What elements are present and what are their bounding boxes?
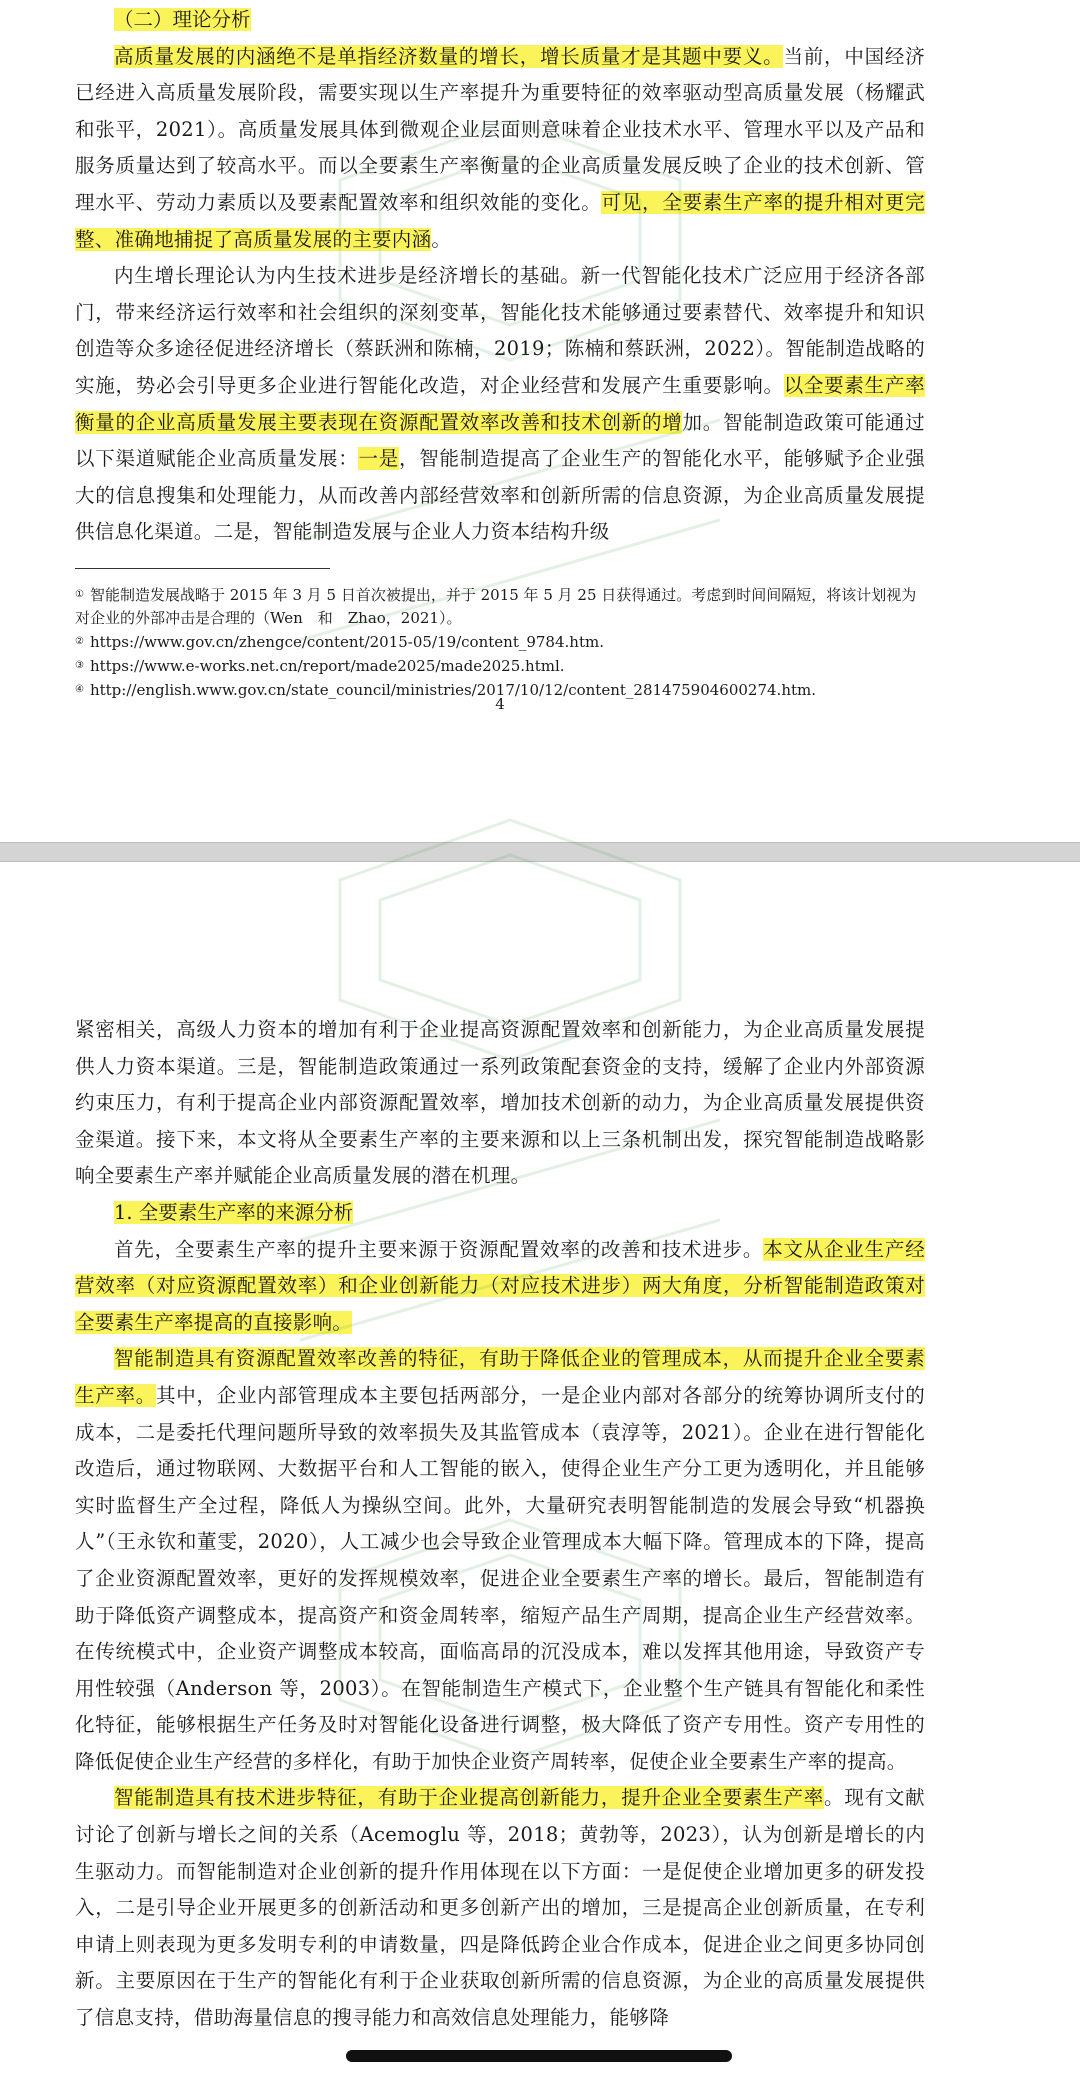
paragraph-technology-progress — [75, 1780, 925, 2036]
paragraph-resource-allocation — [75, 1341, 925, 1780]
page-number: 4 — [495, 695, 505, 713]
highlighted-text: 智能制造具有资源配置效率改善的特征，有助于降低企业的管理成本，从而提升企业全要素生产率。 — [75, 1347, 925, 1407]
text-run: 。现有文献讨论了创新与增长之间的关系（Acemoglu 等，2018；黄勃等，2023），认为创新是增长的内生驱动力。而智能制造对企业创新的提升作用体现在以下方面：一是促使企业增加更多的研发投入，二是引导企业开展更多的创新活动和更多创新产出的增加，三是提高企业创新质量，在专利申请上则表现为更多发明专利的申请数量，四是降低跨企业合作成本，促进企业之间更多协同创新。主要原因在于生产的智能化有利于企业获取创新所需的信息资源，为企业的高质量发展提供了信息支持，借助海量信息的搜寻能力和高效信息处理能力，能够降 — [75, 1786, 925, 2030]
text-run: 其中，企业内部管理成本主要包括两部分，一是企业内部对各部分的统筹协调所支付的成本，二是委托代理问题所导致的效率损失及其监管成本（袁淳等，2021）。企业在进行智能化改造后，通过物联网、大数据平台和人工智能的嵌入，使得企业生产分工更为透明化，并且能够实时监督生产全过程，降低人为操纵空间。此外，大量研究表明智能制造的发展会导致“机器换人”（王永钦和董雯，2020），人工减少也会导致企业管理成本大幅下降。管理成本的下降，提高了企业资源配置效率，更好的发挥规模效率，促进企业全要素生产率的增长。最后，智能制造有助于降低资产调整成本，提高资产和资金周转率，缩短产品生产周期，提高企业生产经营效率。在传统模式中，企业资产调整成本较高，面临高昂的沉没成本，难以发挥其他用途，导致资产专用性较强（Anderson 等，2003）。在智能制造生产模式下，企业整个生产链具有智能化和柔性化特征，能够根据生产任务及时对智能化设备进行调整，极大降低了资产专用性。资产专用性的降低促使企业生产经营的多样化，有助于加快企业资产周转率，促使企业全要素生产率的提高。 — [75, 1383, 925, 1773]
footnote-1: ① 智能制造发展战略于 2015 年 3 月 5 日首次被提出，并于 2015 年 5 月 25 日获得通过。考虑到时间间隔短，将该计划视为对企业的外部冲击是合理的（Wen 和 Zhao，2021）。 — [75, 586, 917, 627]
footnotes — [75, 583, 925, 702]
text-run: 当前，中国经济已经进入高质量发展阶段，需要实现以生产率提升为重要特征的效率驱动型高质量发展（杨耀武和张平，2021）。高质量发展具体到微观企业层面则意味着企业技术水平、管理水平以及产品和服务质量达到了较高水平。而以全要素生产率衡量的企业高质量发展反映了企业的技术创新、管理水平、劳动力素质以及要素配置效率和组织效能的变化。 — [75, 44, 925, 214]
paragraph-connotation — [75, 39, 925, 259]
text-run: 内生增长理论认为内生技术进步是经济增长的基础。新一代智能化技术广泛应用于经济各部门，带来经济运行效率和社会组织的深刻变革，智能化技术能够通过要素替代、效率提升和知识创造等众多途径促进经济增长（蔡跃洲和陈楠，2019；陈楠和蔡跃洲，2022）。智能制造战略的实施，势必会引导更多企业进行智能化改造，对企业经营和发展产生重要影响。 — [75, 264, 925, 397]
highlighted-text: 以全要素生产率衡量的企业高质量发展主要表现在资源配置效率改善和技术创新的增 — [75, 373, 925, 434]
text-run: ，智能制造提高了企业生产的智能化水平，能够赋予企业强大的信息搜集和处理能力，从而改善内部经营效率和创新所需的信息资源，为企业高质量发展提供信息化渠道。二是，智能制造发展与企业人力资本结构升级 — [75, 447, 925, 544]
footnote-4[interactable]: ④ http://english.www.gov.cn/state_council/ministries/2017/10/12/content_281475904600274.htm. — [75, 681, 816, 699]
highlighted-text: 本文从企业生产经营效率（对应资源配置效率）和企业创新能力（对应技术进步）两大角度，分析智能制造政策对全要素生产率提高的直接影响。 — [75, 1237, 925, 1334]
page-4-body — [75, 2, 925, 551]
paragraph-continued: 紧密相关，高级人力资本的增加有利于企业提高资源配置效率和创新能力，为企业高质量发展提供人力资本渠道。三是，智能制造政策通过一系列政策配套资金的支持，缓解了企业内外部资源约束压力，有利于提高企业内部资源配置效率，增加技术创新的动力，为企业高质量发展提供资金渠道。接下来，本文将从全要素生产率的主要来源和以上三条机制出发，探究智能制造战略影响全要素生产率并赋能企业高质量发展的潜在机理。 — [75, 1018, 925, 1188]
highlighted-text: 一是 — [358, 447, 399, 471]
text-run: 首先，全要素生产率的提升主要来源于资源配置效率的改善和技术进步。 — [114, 1237, 764, 1261]
page-separator — [0, 842, 1080, 862]
highlighted-text: 可见，全要素生产率的提升相对更完整、准确地捕捉了高质量发展的主要内涵 — [75, 190, 925, 251]
paragraph-tfp-sources — [75, 1232, 925, 1342]
highlighted-text: 智能制造具有技术进步特征，有助于企业提高创新能力，提升企业全要素生产率 — [114, 1786, 825, 1810]
text-run: 加。智能制造政策可能通过以下渠道赋能企业高质量发展： — [75, 410, 925, 471]
paragraph-endogenous-growth — [75, 258, 925, 551]
footnote-divider — [75, 568, 330, 569]
home-indicator-bar[interactable] — [346, 2050, 732, 2062]
text-run: 。 — [431, 227, 452, 251]
subsection-heading: 1. 全要素生产率的来源分析 — [114, 1200, 354, 1224]
page-5-body — [75, 1012, 925, 2037]
section-heading: （二）理论分析 — [114, 8, 251, 31]
document-page-4 — [0, 0, 1080, 842]
highlighted-text: 高质量发展的内涵绝不是单指经济数量的增长，增长质量才是其题中要义。 — [114, 44, 784, 68]
document-page-5 — [0, 862, 1080, 2085]
footnote-3[interactable]: ③ https://www.e-works.net.cn/report/made2025/made2025.html. — [75, 657, 565, 675]
footnote-2[interactable]: ② https://www.gov.cn/zhengce/content/2015-05/19/content_9784.htm. — [75, 633, 604, 651]
